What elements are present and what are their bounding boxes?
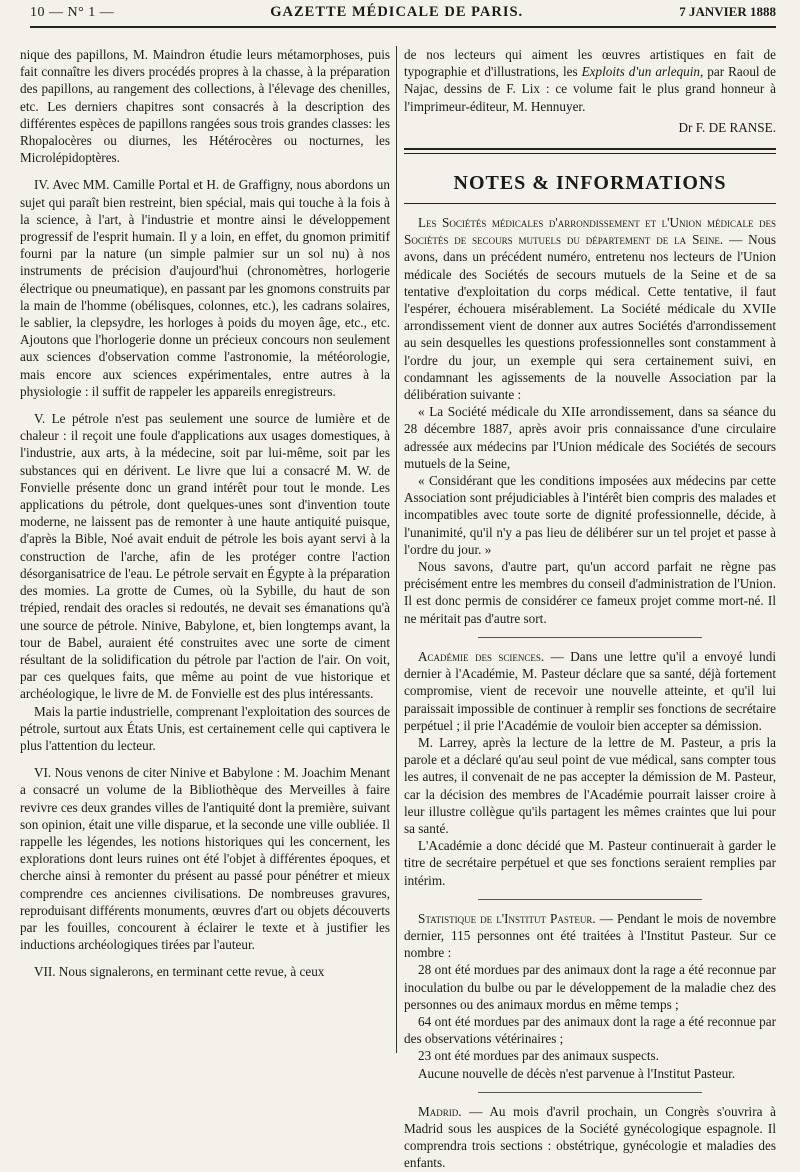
note-heading-statistique: Statistique de l'Institut Pasteur.: [418, 910, 596, 926]
paragraph-nineveh-babylon: VI. Nous venons de citer Ninive et Babylone : M. Joachim Menant a consacré un volume de la Bibliothèque des Merveilles à faire revivre ces deux grandes villes de l'antiquité dont la première, suivant son opinion, était une ville disparue, et la seconde une ville oubliée. Il rappelle les légendes, les notions historiques qui les concernent, les explorations dont leurs ruines ont été l'objet à différentes époques, et cherche ainsi à remonter du présent au passé pour pénétrer et mieux comprendre ces anciennes civilisations. De nombreuses gravures, reproduisant différents monuments, œuvres d'art ou objets découverts par les fouilles, concourent à éclairer le texte et à justifier les inductions archéologiques tirées par l'auteur.: [20, 765, 390, 953]
arlequin-text-b: , par Raoul de Najac, dessins de F. Lix : ce volume fait le plus grand honneur à l'imprimeur-éditeur, M. Hennuyer.: [404, 64, 776, 114]
note-societes-medicales: [404, 214, 776, 403]
note-separator: [478, 899, 701, 900]
note-academie: [404, 648, 776, 734]
note-body-madrid: — Au mois d'avril prochain, un Congrès s'ouvrira à Madrid sous les auspices de la Société gynécologique espagnole. Il comprendra trois sections : obstétrique, gynécologie et maladies des enfants.: [404, 1103, 776, 1171]
page-number: 10 — N° 1 —: [30, 5, 115, 20]
section-rule: [404, 203, 776, 204]
note-heading-madrid: Madrid.: [418, 1103, 462, 1119]
paragraph-arlequin: [404, 46, 776, 115]
note-heading-academie: Académie des sciences.: [418, 648, 545, 664]
note-statistique: [404, 910, 776, 962]
quote-deliberation-2: « Considérant que les conditions imposées aux médecins par cette Association sont préjudiciables à l'intérêt bien compris des malades et incompatibles avec toute sorte de dignité professionnelle, décide, à l'unanimité, qu'il n'y a pas lieu de délibérer sur un tel projet et passe à l'ordre du jour. »: [404, 473, 776, 557]
note-body-statistique: — Pendant le mois de novembre dernier, 115 personnes ont été traitées à l'Institut Pasteur. Sur ce nombre :: [404, 910, 776, 961]
note-body-societes: — Nous avons, dans un précédent numéro, entretenu nos lecteurs de l'Union médicale des Sociétés de secours mutuels de la Seine et de sa tentative d'exploitation du corps médical. Cette tentative, il faut l'espérer, échouera misérablement. La Société médicale du XVIIe arrondissement vient de donner aux autres Sociétés d'arrondissement au sein desquelles les questions professionnelles sont constamment à l'ordre du jour, un exemple qui sera certainement suivi, en condamnant les agissements de la nouvelle Association par la délibération suivante :: [404, 232, 777, 403]
paragraph-butterflies: nique des papillons, M. Maindron étudie leurs métamorphoses, puis fait connaître les divers procédés propres à la chasse, à la préparation des papillons, au rangement des collections, à l'élevage des chenilles, etc. Les derniers chapitres sont consacrés à la description des différentes espèces de papillons rangées sous trois grandes classes: les Rhopalocères ou diurnes, les Hétérocères ou nocturnes, les Microlépidoptères.: [20, 47, 390, 166]
arlequin-text-a: de nos lecteurs qui aiment les œuvres artistiques en fait de typographie et d'illustrations, les: [404, 47, 776, 80]
statistique-line-23: 23 ont été mordues par des animaux suspects.: [418, 1048, 659, 1064]
statistique-line-64: 64 ont été mordues par des animaux dont la rage a été reconnue par des observations vétérinaires ;: [404, 1013, 776, 1047]
paragraph-closing: VII. Nous signalerons, en terminant cette revue, à ceux: [34, 964, 325, 980]
note-societes-conclusion: Nous savons, d'autre part, qu'un accord parfait ne règne pas précisément entre les membres du conseil d'administration de l'Union. Il est donc permis de considérer ce fameux projet comme mort-né. Il ne méritait pas d'autre sort.: [404, 559, 776, 626]
journal-title: GAZETTE MÉDICALE DE PARIS.: [270, 4, 524, 20]
note-separator: [478, 637, 701, 638]
note-heading-societes: Les Sociétés médicales d'arrondissement et l'Union médicale des Sociétés de secours mutuels du département de la Seine.: [404, 215, 776, 248]
note-academie-larrey: M. Larrey, après la lecture de la lettre de M. Pasteur, a pris la parole et a déclaré qu'au seul point de vue médical, sans compter tous les autres, il convenait de ne pas accepter la démission de M. Pasteur, car la décision des membres de l'Académie pourrait laisser croire à leur illustre collègue qu'ils partagent les mêmes craintes que lui pour sa santé.: [404, 734, 776, 836]
left-column: [20, 46, 390, 1065]
note-madrid: [404, 1103, 776, 1172]
double-rule: [404, 148, 776, 154]
arlequin-book-title: Exploits d'un arlequin: [581, 64, 701, 80]
page-header: [30, 4, 776, 28]
statistique-line-28: 28 ont été mordues par des animaux dont la rage a été reconnue par inoculation du bulbe ou par le développement de la maladie chez des personnes ou des animaux mordus en même temps ;: [404, 962, 776, 1012]
section-title: NOTES & INFORMATIONS: [453, 172, 727, 195]
right-column: [404, 46, 777, 1171]
author-signature: [404, 119, 776, 136]
column-divider: [396, 46, 397, 1053]
paragraph-horology: IV. Avec MM. Camille Portal et H. de Graffigny, nous abordons un sujet qui paraît bien restreint, bien spécial, mais qui touche à la fois à la science, à l'art, à l'industrie et montre ainsi le développement progressif de l'esprit humain. Il y a loin, en effet, du gnomon primitif fourni par la nature (un simple palmier sur un sol nu) à nos instruments de précision d'aujourd'hui (chronomètres, horlogerie électrique ou pneumatique), en passant par les gnomons construits par la main de l'homme (obélisques, colonnes, etc.), les cadrans solaires, le sablier, la clepsydre, les horloges à poids du moyen âge, etc., etc. Ajoutons que l'horlogerie donne un précieux concours non seulement aux sciences d'observation comme l'astronomie, la météorologie, mais encore aux sciences expérimentales, entre autres à la physiologie : il suffit de rappeler les appareils enregistreurs.: [20, 177, 390, 399]
note-body-academie: — Dans une lettre qu'il a envoyé lundi dernier à l'Académie, M. Pasteur déclare que sa santé, déjà fortement compromise, vient de recevoir une nouvelle atteinte, et qu'il lui paraissait impossible de continuer à remplir ses fonctions de secrétaire perpétuel ; il prie l'Académie de vouloir bien accepter sa démission.: [404, 648, 777, 733]
quote-deliberation-1: « La Société médicale du XIIe arrondissement, dans sa séance du 28 décembre 1887, après avoir pris connaissance d'une circulaire adressée aux médecins par l'Union médicale des Sociétés de secours mutuels de la Seine,: [404, 404, 776, 471]
paragraph-petroleum-industry: Mais la partie industrielle, comprenant l'exploitation des sources de pétrole, surtout aux États Unis, est certainement celle qui captivera le plus l'attention du lecteur.: [20, 703, 390, 753]
note-academie-decision: L'Académie a donc décidé que M. Pasteur continuerait à garder le titre de secrétaire perpétuel et que ses fonctions seraient remplies par intérim.: [404, 838, 776, 888]
issue-date: 7 JANVIER 1888: [679, 4, 776, 19]
statistique-line-deces: Aucune nouvelle de décès n'est parvenue à l'Institut Pasteur.: [418, 1065, 736, 1081]
paragraph-petroleum: V. Le pétrole n'est pas seulement une source de lumière et de chaleur : il reçoit une foule d'applications aux usages domestiques, à l'industrie, aux arts, à la médecine, soit par lui-même, soit par les substances qui en dérivent. Le livre que lui a consacré M. W. de Fonvielle présente donc un grand intérêt pour tout le monde. Les applications du pétrole, dont quelques-unes sont d'invention toute moderne, ne laissent pas de remonter à une haute antiquité puisque, d'après la Bible, Noé avait enduit de pétrole les bois ayant servi à la construction de l'arche, afin de les protéger contre l'action désorganisatrice de l'eau. Le pétrole servait en Égypte à la préparation des momies. La grotte de Cumes, où la Sybille, du haut de son trépied, rendait des oracles si redoutés, ne devait ses émanations qu'à une source de pétrole. Ninive, Babylone, et, bien longtemps avant, la tour de Babel, auraient été construites avec une sorte de ciment résultant de la solidification du pétrole par l'action de l'air. On voit, par ces quelques faits, que même au point de vue historique et archéologique, le livre de M. de Fonvielle est des plus intéressants.: [20, 411, 390, 702]
signature-text: Dr F. DE RANSE.: [678, 119, 776, 135]
note-separator: [478, 1092, 701, 1093]
